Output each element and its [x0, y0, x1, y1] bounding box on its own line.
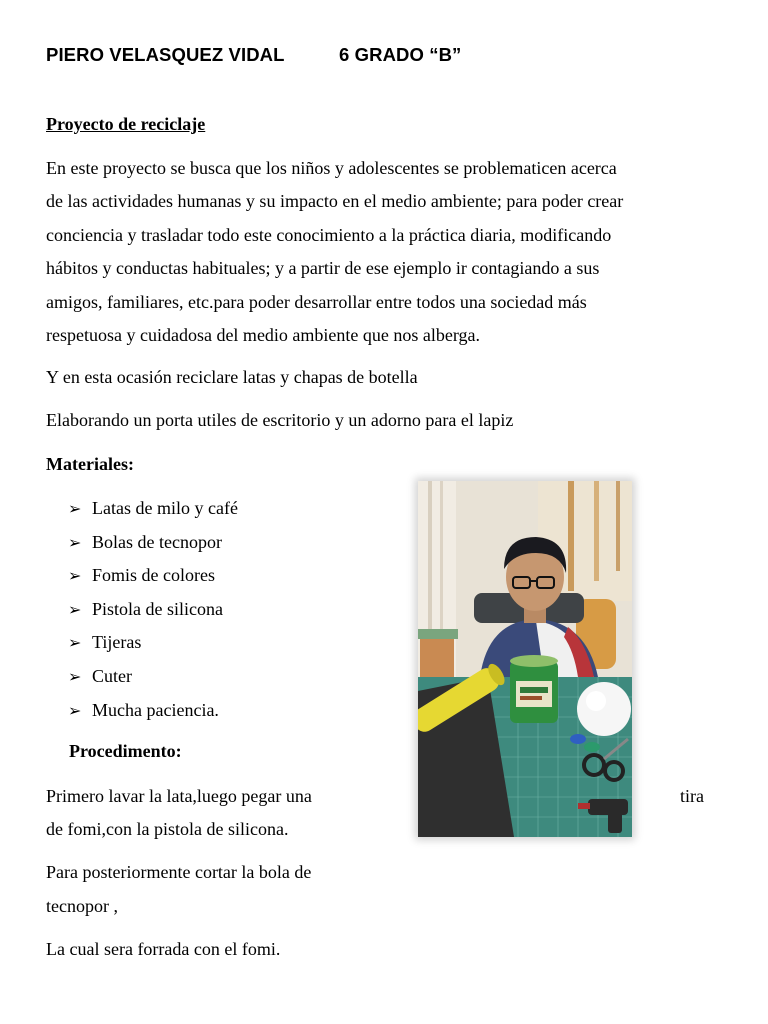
student-grade: 6 GRADO “B”: [339, 44, 462, 65]
arrow-bullet-icon: ➢: [68, 666, 82, 686]
material-label: Cuter: [92, 665, 132, 686]
materials-heading: Materiales:: [46, 454, 134, 474]
procedure-line-end: tira: [680, 786, 704, 806]
project-photo: [418, 481, 632, 837]
procedure-line: Primero lavar la lata,luego pegar una: [46, 786, 312, 806]
material-label: Latas de milo y café: [92, 498, 238, 518]
arrow-bullet-icon: ➢: [68, 700, 82, 720]
material-label: Bolas de tecnopor: [92, 531, 222, 552]
list-item: [68, 561, 238, 595]
procedure-line: tecnopor ,: [46, 896, 118, 916]
intro-paragraph: [46, 152, 716, 352]
list-item: [68, 696, 238, 730]
make-line: Elaborando un porta utiles de escritorio y un adorno para el lapiz: [46, 410, 514, 430]
materials-list: [68, 494, 238, 729]
material-label: Mucha paciencia.: [92, 699, 219, 720]
intro-line: amigos, familiares, etc.para poder desarrollar entre todos una sociedad más: [46, 291, 587, 312]
arrow-bullet-icon: ➢: [68, 566, 82, 586]
intro-line: hábitos y conductas habituales; y a partir de ese ejemplo ir contagiando a sus: [46, 258, 600, 279]
intro-line: de las actividades humanas y su impacto en el medio ambiente; para poder crear: [46, 191, 624, 212]
material-label: Pistola de silicona: [92, 598, 223, 619]
student-name: PIERO VELASQUEZ VIDAL: [46, 44, 285, 65]
arrow-bullet-icon: ➢: [68, 532, 82, 552]
intro-line: En este proyecto se busca que los niños y adolescentes se problematicen acerca: [46, 158, 617, 178]
intro-line: respetuosa y cuidadosa del medio ambiente que nos alberga.: [46, 325, 481, 346]
recycle-line: Y en esta ocasión reciclare latas y chapas de botella: [46, 367, 418, 387]
list-item: [68, 662, 238, 696]
project-title: Proyecto de reciclaje: [46, 114, 206, 134]
arrow-bullet-icon: ➢: [68, 633, 82, 653]
arrow-bullet-icon: ➢: [68, 499, 82, 518]
intro-line: conciencia y trasladar todo este conocimiento a la práctica diaria, modificando: [46, 224, 612, 245]
list-item: [68, 494, 238, 528]
material-label: Fomis de colores: [92, 565, 215, 586]
photo-illustration: [418, 481, 632, 837]
list-item: [68, 528, 238, 562]
list-item: [68, 595, 238, 629]
procedure-line: Para posteriormente cortar la bola de: [46, 862, 312, 882]
arrow-bullet-icon: ➢: [68, 599, 82, 619]
list-item: [68, 628, 238, 662]
procedure-heading: Procedimento:: [69, 741, 182, 761]
material-label: Tijeras: [92, 632, 142, 653]
procedure-line: La cual sera forrada con el fomi.: [46, 939, 281, 959]
procedure-line: de fomi,con la pistola de silicona.: [46, 819, 289, 839]
document-header: [46, 44, 462, 66]
